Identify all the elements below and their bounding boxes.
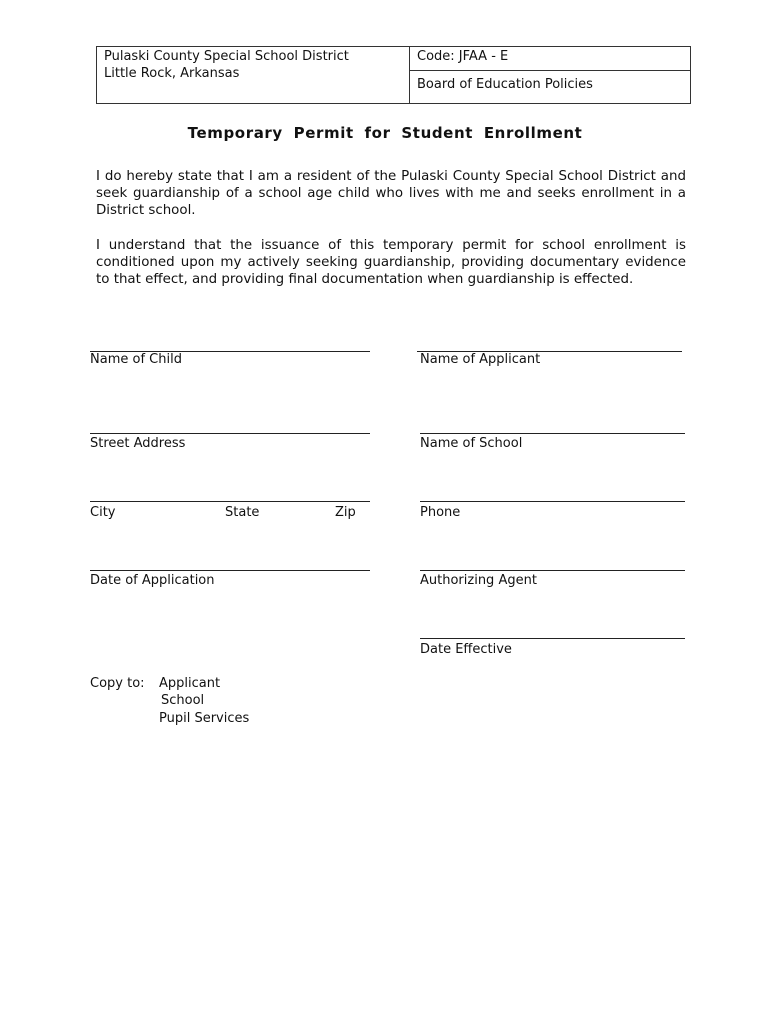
date-of-application-label: Date of Application — [90, 573, 215, 588]
copy-to-label: Copy to: — [90, 676, 145, 691]
policy-code: Code: JFAA - E — [410, 47, 690, 71]
board-policies: Board of Education Policies — [417, 77, 593, 92]
name-of-child-label: Name of Child — [90, 352, 182, 367]
city-state-zip-line[interactable] — [90, 501, 370, 502]
residency-statement: I do hereby state that I am a resident of the Pulaski County Special School District and seek guardianship of a school age child who lives with me and seeks enrollment in a District school. — [96, 169, 686, 218]
document-title: Temporary Permit for Student Enrollment — [187, 124, 583, 142]
phone-line[interactable] — [420, 501, 685, 502]
copy-recipient-school: School — [161, 693, 205, 708]
city-label: City — [90, 505, 116, 520]
copy-recipient-applicant: Applicant — [159, 676, 221, 691]
date-of-application-line[interactable] — [90, 570, 370, 571]
header-table — [96, 46, 691, 104]
conditions-statement: I understand that the issuance of this temporary permit for school enrollment is conditioned upon my actively seeking guardianship, providing documentary evidence to that effect, and providing final documentation when guardianship is effected. — [96, 238, 686, 287]
phone-label: Phone — [420, 505, 461, 520]
header-policy-cell — [410, 47, 690, 103]
zip-label: Zip — [335, 505, 356, 520]
street-address-line[interactable] — [90, 433, 370, 434]
copy-recipient-pupil-services: Pupil Services — [159, 711, 250, 726]
state-label: State — [225, 505, 260, 520]
name-of-applicant-label: Name of Applicant — [420, 352, 541, 367]
date-effective-label: Date Effective — [420, 642, 512, 657]
name-of-school-label: Name of School — [420, 436, 523, 451]
street-address-label: Street Address — [90, 436, 186, 451]
name-of-school-line[interactable] — [420, 433, 685, 434]
date-effective-line[interactable] — [420, 638, 685, 639]
district-name: Pulaski County Special School District — [104, 49, 349, 64]
authorizing-agent-label: Authorizing Agent — [420, 573, 537, 588]
header-district-cell — [97, 47, 410, 103]
district-location: Little Rock, Arkansas — [104, 66, 240, 81]
authorizing-agent-line[interactable] — [420, 570, 685, 571]
